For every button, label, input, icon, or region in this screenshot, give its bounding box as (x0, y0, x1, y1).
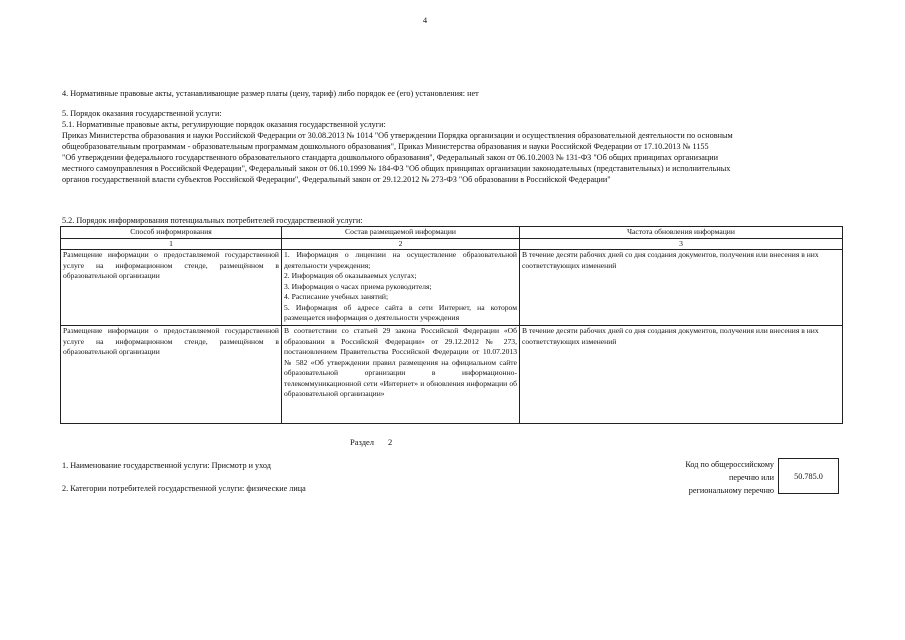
frequency-cell: В течение десяти рабочих дней со дня создания документов, получения или внесения в них соответствующих изменений (520, 326, 843, 424)
content-cell (282, 250, 520, 326)
section-label: Раздел (350, 437, 375, 447)
table-header: Состав размещаемой информации (282, 227, 520, 239)
section-heading (350, 437, 406, 448)
section-51-line: органов государственной власти субъектов Российской Федерации", Федеральный закон от 29.12.2012 № 273-ФЗ "Об образовании в Российской Федерации" (62, 175, 611, 184)
method-cell: Размещение информации о предоставляемой государственной услуге на информационном стенде, размещённом в образовательной организации (61, 250, 282, 326)
content-item: 4. Расписание учебных занятий; (284, 292, 389, 301)
column-number: 2 (282, 238, 520, 250)
table-number-row (61, 238, 843, 250)
content-item: 5. Информация об адресе сайта в сети Интернет, на котором размещается информация о деятельности учреждения (284, 302, 517, 322)
section-51-line: "Об утверждении федерального государственного образовательного стандарта дошкольного образования", Федеральный закон от 06.10.2003 № 131-ФЗ "Об общих принципах организации (62, 153, 718, 162)
code-label-line: Код по общероссийскому (685, 460, 774, 469)
content-item: 1. Информация о лицензии на осуществление образовательной деятельности учреждения; (284, 250, 517, 270)
section-51-line: местного самоуправления в Российской Федерации", Федеральный закон от 06.10.1999 № 184-ФЗ "Об общих принципах организации законодательных (представительных) и исполнительных (62, 164, 731, 173)
frequency-cell: В течение десяти рабочих дней со дня создания документов, получения или внесения в них соответствующих изменений (520, 250, 843, 326)
content-item: 2. Информация об оказываемых услугах; (284, 271, 417, 280)
code-label-line: перечню или (728, 473, 774, 482)
table-row (61, 250, 843, 326)
section-4-text: 4. Нормативные правовые акты, устанавливающие размер платы (цену, тариф) либо порядок ее (его) установления: нет (62, 89, 479, 98)
table-row (61, 326, 843, 424)
code-label (648, 458, 774, 497)
table-header: Частота обновления информации (520, 227, 843, 239)
content-item: 3. Информация о часах приема руководителя; (284, 281, 432, 291)
section-51-line: Приказ Министерства образования и науки Российской Федерации от 30.08.2013 № 1014 "Об утверждении Порядка организации и осуществления образовательной деятельности по основным (62, 131, 733, 140)
page-number: 4 (422, 15, 428, 25)
content-cell: В соответствии со статьей 29 закона Российской Федерации «Об образовании в Российской Федерации» от 29.12.2012 № 273, постановлением Правительства Российской Федерации от 10.07.2013 № 582 «Об утверждении правил размещения на официальном сайте образовательной организации в информационно-телекоммуникационной сети «Интернет» и обновления информации об образовательной организации» (282, 326, 520, 424)
section-5-title: 5. Порядок оказания государственной услуги: (62, 109, 222, 118)
information-table (60, 226, 843, 424)
column-number: 1 (61, 238, 282, 250)
code-label-line: региональному перечню (688, 486, 774, 495)
section-51-line: общеобразовательным программам - образовательным программам дошкольного образования", Приказ Министерства образования и науки Российской Федерации от 17.10.2013 № 1155 (62, 142, 709, 151)
section-52-title: 5.2. Порядок информирования потенциальных потребителей государственной услуги: (62, 216, 363, 225)
code-value-box: 50.785.0 (778, 458, 839, 494)
table-header: Способ информирования (61, 227, 282, 239)
method-cell: Размещение информации о предоставляемой государственной услуге на информационном стенде, размещённом в образовательной организации (61, 326, 282, 424)
column-number: 3 (520, 238, 843, 250)
service-name: 1. Наименование государственной услуги: Присмотр и уход (62, 461, 271, 470)
section-51-title: 5.1. Нормативные правовые акты, регулирующие порядок оказания государственной услуги: (62, 120, 386, 129)
table-header-row (61, 227, 843, 239)
section-number: 2 (388, 437, 393, 447)
consumers-category: 2. Категории потребителей государственной услуги: физические лица (62, 484, 306, 493)
